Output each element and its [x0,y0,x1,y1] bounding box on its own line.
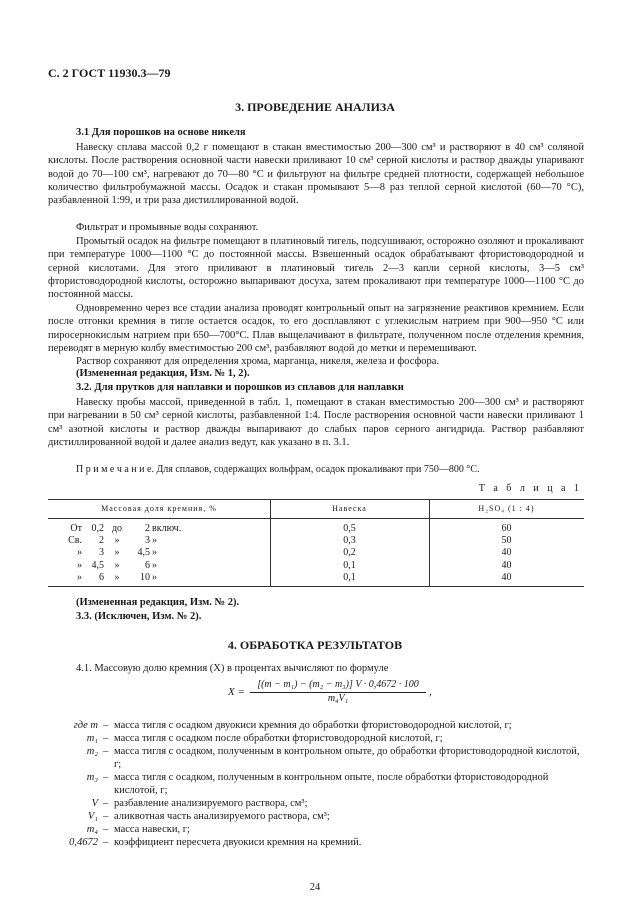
legend-dash: – [103,772,109,783]
legend-dash: – [103,720,109,731]
table-cell-pre: » [77,571,82,583]
table-cell-mid: » [114,559,120,571]
formula-comma: , [429,686,432,698]
table-cell-b: 10 [140,571,150,583]
table-cell-mass: 0,3 [343,535,356,547]
table-header-mass: Навеска [332,504,367,513]
page-header: С. 2 ГОСТ 11930.3—79 [48,66,171,80]
legend-symbol: V₁ [87,811,98,822]
table-top-border [48,499,584,500]
table-cell-post: » [152,571,157,583]
legend-text: масса навески, г; [114,824,190,835]
item-3-3-excluded: 3.3. (Исключен, Изм. № 2). [76,611,202,622]
paragraph-3-1-3: Промытый осадок на фильтре помещают в платиновый тигель, подсушивают, осторожно озоляют и прокаливают при температуре 1000—1100 °С до постоянной массы. Взвешенный осадок обрабатывают фтористоводородной и серной кислотами. Для этого приливают в платиновый тигель 2—3 капли серной кислоты, 3—5 см³ фтористоводородной кислоты, осторожно выпаривают досуха, затем прокаливают при температуре 1000—1100 °С до постоянной массы. [48,236,584,301]
table-cell-mid: » [114,547,120,559]
legend-symbol: V [91,798,98,809]
table-header-border [48,518,584,519]
legend-dash: – [103,746,109,757]
legend-text: аликвотная часть анализируемого раствора, см³; [114,811,330,822]
table-cell-post: включ. [152,523,182,534]
legend-symbol: m₂ [86,746,98,757]
section-3-title: 3. ПРОВЕДЕНИЕ АНАЛИЗА [235,100,395,114]
legend-dash: – [103,837,109,848]
table-cell-acid: 40 [501,559,512,571]
legend-dash: – [103,798,109,809]
table-cell-mass: 0,2 [343,547,356,559]
table-cell-acid: 40 [501,571,512,583]
legend-symbol: 0,4672 [69,837,98,848]
table-cell-mass: 0,1 [343,571,356,583]
table-cell-post: » [152,559,157,571]
table-cell-b: 2 [145,523,150,534]
table-cell-b: 3 [145,535,150,547]
paragraph-4-1: 4.1. Массовую долю кремния (X) в процентах вычисляют по формуле [76,663,389,674]
formula-lhs: X = [228,686,245,698]
table-cell-pre: » [77,559,82,571]
table-cell-post: » [152,535,157,547]
legend-symbol: m₄ [86,824,98,835]
legend-text: коэффициент пересчета двуокиси кремния на кремний. [114,837,362,848]
table-cell-a: 3 [99,547,104,559]
edition-note-2: (Измененная редакция, Изм. № 2). [76,597,240,608]
table-header-silicon: Массовая доля кремния, % [101,504,217,513]
table-cell-pre: Св. [68,535,82,547]
table-cell-post: » [152,547,157,559]
paragraph-3-1-1: Навеску сплава массой 0,2 г помещают в стакан вместимостью 200—300 см³ и растворяют в 40 см³ соляной кислоты. После растворения основной части навески приливают 10 см³ серной кислоты и раствор дважды упаривают водой до 70—100 см³, нагревают до 70—80 °С и фильтруют на фильтре средней плотности, содержащей небольшое количество фильтробумажной массы. Осадок и стакан промывают 5—8 раз теплой серной кислотой (60—70 °С), разбавленной 1:99, и три раза дистиллированной водой. [48,142,584,207]
table-cell-mid: » [114,535,120,547]
table-cell-mass: 0,1 [343,559,356,571]
legend-dash: – [103,824,109,835]
table-cell-mid: до [111,523,123,534]
table-note: П р и м е ч а н и е. Для сплавов, содержащих вольфрам, осадок прокаливают при 750—800 °С. [76,464,480,475]
table-header-acid: H₂SO₄ (1 : 4) [478,504,535,513]
page-number: 24 [309,882,321,893]
table-cell-a: 6 [99,571,104,583]
paragraph-3-2-1: Навеску пробы массой, приведенной в табл. 1, помещают в стакан вместимостью 200—300 см³ и растворяют при нагревании в 50 см³ серной кислоты, разбавленной 1:4. После растворения основной части навески приливают 1 см³ азотной кислоты и раствор дважды выпаривают до слабых паров серного ангидрида. Раствор разбавляют дистиллированной водой и далее анализ ведут, как указано в п. 3.1. [48,397,584,448]
paragraph-3-1-2: Фильтрат и промывные воды сохраняют. [76,222,259,233]
subsection-3-2-title: 3.2. Для прутков для наплавки и порошков из сплавов для наплавки [76,382,404,393]
edition-note-1: (Измененная редакция, Изм. № 1, 2). [76,368,250,379]
table-cell-mass: 0,5 [343,523,356,534]
legend-symbol: m₁ [86,733,98,744]
table-cell-mid: » [114,571,120,583]
section-4-title: 4. ОБРАБОТКА РЕЗУЛЬТАТОВ [227,638,403,652]
legend-symbol: m₃ [86,772,98,783]
legend-symbol: где m [73,720,98,731]
legend-text: разбавление анализируемого раствора, см³; [114,798,308,809]
legend-text: масса тигля с осадком, полученным в контрольном опыте, после обработки фтористоводородной кислотой, г; [114,772,549,797]
legend-text: масса тигля с осадком, полученным в контрольном опыте, до обработки фтористоводородной кислотой, г; [114,746,580,771]
formula-denominator: m₄V₁ [327,693,349,704]
legend-dash: – [103,811,109,822]
table-cell-b: 4,5 [137,547,150,559]
legend-dash: – [103,733,109,744]
table-cell-acid: 50 [501,535,512,547]
paragraph-3-1-5: Раствор сохраняют для определения хрома, марганца, никеля, железа и фосфора. [76,356,440,367]
table-cell-a: 0,2 [91,523,104,534]
table-cell-pre: » [77,547,82,559]
table-bottom-border [48,586,584,587]
table-cell-acid: 60 [501,523,512,534]
table-cell-b: 6 [145,559,150,571]
subsection-3-1-title: 3.1 Для порошков на основе никеля [76,127,246,138]
table-cell-acid: 40 [501,547,512,559]
table-cell-pre: От [70,523,82,534]
table-cell-a: 2 [99,535,104,547]
legend-text: масса тигля с осадком после обработки фтористоводородной кислотой, г; [114,733,443,744]
paragraph-3-1-4: Одновременно через все стадии анализа проводят контрольный опыт на загрязнение реактивов кремнием. Если после отгонки кремния в тигле остается осадок, то его досплавляют с углекислым натрием при 900—950 °С или пиросернокислым натрием при 650—700°С. Плав выщелачивают в фильтрате, полученном после отделения кремния, переводят в мерную колбу вместимостью 200 см³, разбавляют водой до метки и перемешивают. [48,303,584,354]
table-cell-a: 4,5 [91,559,104,571]
legend-text: масса тигля с осадком двуокиси кремния до обработки фтористоводородной кислотой, г; [114,720,512,731]
table-caption: Т а б л и ц а 1 [478,483,582,494]
formula-numerator: [(m − m₁) − (m₂ − m₃)] V · 0,4672 · 100 [257,679,419,690]
